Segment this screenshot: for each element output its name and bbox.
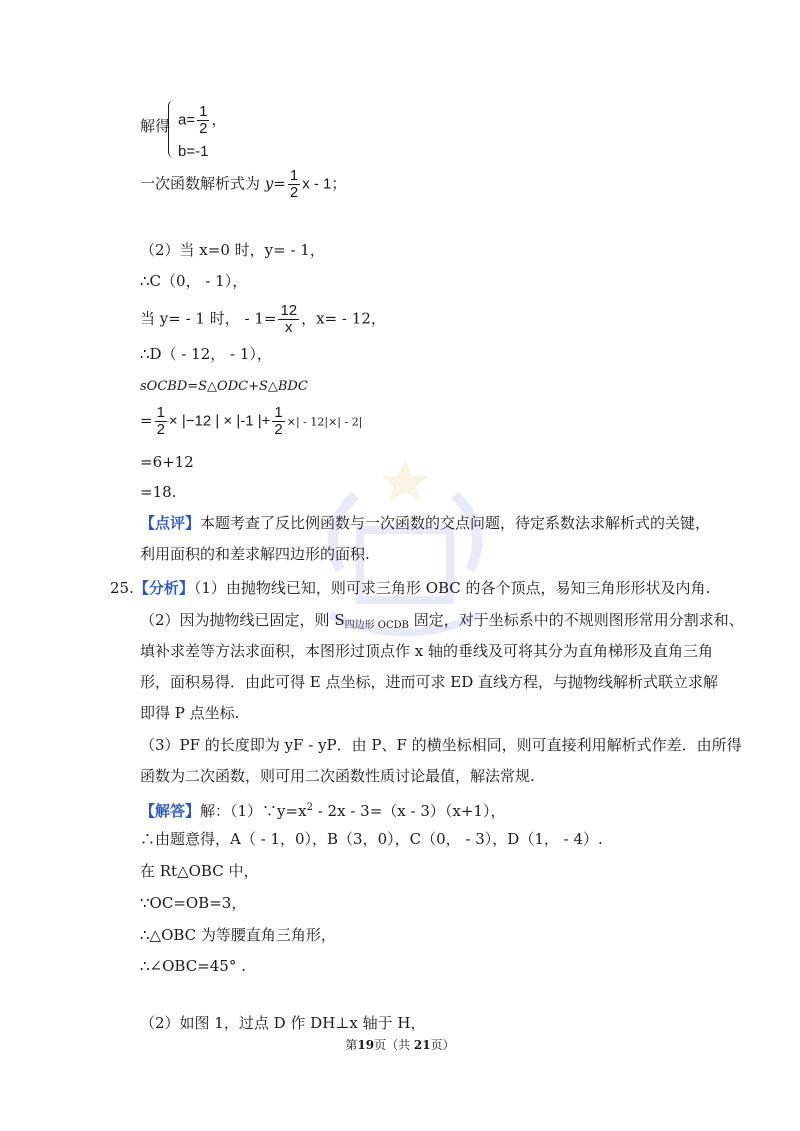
q25-line-3: 填补求差等方法求面积，本图形过顶点作 x 轴的垂线及可将其分为直角梯形及直角三角 xyxy=(140,642,713,660)
part2-line-7: =6+12 xyxy=(140,453,194,471)
comment-line-2: 利用面积的和差求解四边形的面积. xyxy=(140,545,370,563)
solve-label: 解得 xyxy=(140,117,171,135)
answer-line-1: 【解答】解：$(1)\because y=x^2 - 2x - 3=(x - 3)(x+1)$， xyxy=(140,802,506,820)
solve-a-line: a= $\frac{1}{2}$ ， xyxy=(178,103,227,137)
page-number: 19 xyxy=(357,1038,375,1052)
total-pages: 21 xyxy=(413,1038,431,1052)
part2-line-4: ∴D（ - 12， - 1）， xyxy=(140,345,272,363)
linear-function-line: 一次函数解析式为 y= $\frac{1}{2}$ x - 1； xyxy=(140,167,347,201)
answer-line-6: ∴∠OBC=45° . xyxy=(140,957,246,975)
comment-line-1: 【点评】本题考查了反比例函数与一次函数的交点问题，待定系数法求解析式的关键， xyxy=(140,514,711,532)
q25-line-7: 函数为二次函数，则可用二次函数性质讨论最值，解法常规. xyxy=(140,767,535,785)
part2-line-5: sOCBD=S△ODC+S△BDC xyxy=(140,379,308,394)
answer-tag: 【解答】 xyxy=(140,802,201,820)
part2-line-1: （2）当 x=0 时，y= - 1， xyxy=(140,241,325,259)
q25-line-5: 即得 P 点坐标. xyxy=(140,704,240,722)
answer-line-4: ∵OC=OB=3， xyxy=(140,894,247,912)
answer-line-5: ∴△OBC 为等腰直角三角形， xyxy=(140,926,336,944)
answer-line-3: 在 Rt△OBC 中， xyxy=(140,862,259,880)
system-brace xyxy=(168,100,175,158)
part2-line-8: =18. xyxy=(140,483,177,501)
part2-line-2: ∴C（0， - 1）， xyxy=(140,272,248,290)
q25-line-6: （3）PF 的长度即为 yF - yP．由 P、F 的横坐标相同，则可直接利用解析式作差．由所得 xyxy=(140,736,742,754)
analysis-tag: 【分析】 xyxy=(133,579,194,597)
answer-line-2: ∴由题意得，A（ - 1，0），B（3，0），C（0， - 3），D（1， - 4）. xyxy=(140,830,603,848)
q25-line-2: （2）因为抛物线已固定，则 $S_{四边形 OCDB}$ 固定，对于坐标系中的不规则图形常用分割求和、 xyxy=(140,611,744,631)
q25-line-4: 形，面积易得．由此可得 E 点坐标，进而可求 ED 直线方程，与抛物线解析式联立求解 xyxy=(140,673,719,691)
part2-line-6: = $\frac{1}{2}$ × |−12 | × |-1 |+ $\frac{1}{2}$ ×| - 12|×| - 2| xyxy=(140,404,363,438)
comment-tag: 【点评】 xyxy=(140,514,201,532)
solve-b-line: b=-1 xyxy=(178,143,209,160)
answer-line-7: （2）如图 1，过点 D 作 DH⊥x 轴于 H， xyxy=(140,1014,426,1032)
part2-line-3: 当 y= - 1 时， - 1= $\frac{12}{x}$ ，x= - 12， xyxy=(140,302,386,336)
q25-line-1: 25.【分析】（1）由抛物线已知，则可求三角形 OBC 的各个顶点，易知三角形形状及内角. xyxy=(110,579,711,597)
page-footer: 第19页（共 21页） xyxy=(345,1038,455,1052)
